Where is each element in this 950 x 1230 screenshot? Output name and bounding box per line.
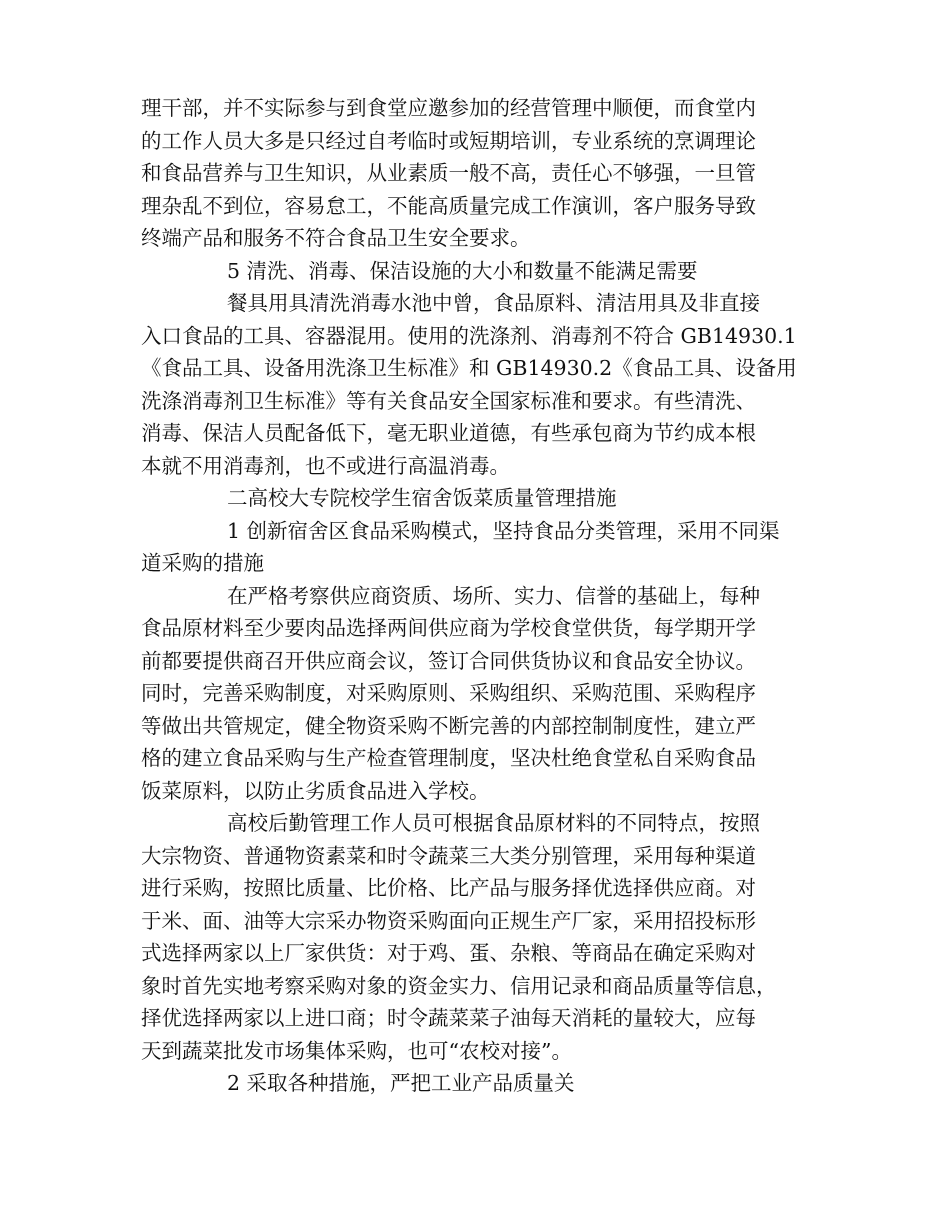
text-line: 天到蔬菜批发市场集体采购，也可“农校对接”。 [141,1038,572,1063]
body-text [141,92,813,1100]
text-line: 于米、面、油等大宗采办物资采购面向正规生产厂家，采用招投标形 [141,908,756,933]
text-line: 2 采取各种措施，严把工业产品质量关 [227,1071,575,1095]
text-line: 道采购的措施 [141,551,264,575]
text-line: 本就不用消毒剂，也不或进行高温消毒。 [141,453,510,478]
text-line: 5 清洗、消毒、保洁设施的大小和数量不能满足需要 [227,258,698,283]
text-line: 入口食品的工具、容器混用。使用的洗涤剂、消毒剂不符合 GB14930.1 [141,323,797,348]
text-line: 终端产品和服务不符合食品卫生安全要求。 [141,226,531,250]
text-line: 洗涤消毒剂卫生标准》等有关食品安全国家标准和要求。有些清洗、 [141,388,756,413]
text-line: 饭菜原料，以防止劣质食品进入学校。 [141,778,490,803]
text-line: 格的建立食品采购与生产检查管理制度，坚决杜绝食堂私自采购食品 [141,746,756,770]
text-line: 进行采购，按照比质量、比价格、比产品与服务择优选择供应商。对 [141,876,756,900]
text-line: 大宗物资、普通物资素菜和时令蔬菜三大类分别管理，采用每种渠道 [141,843,756,868]
text-line: 择优选择两家以上进口商；时令蔬菜菜子油每天消耗的量较大，应每 [141,1006,756,1030]
text-line: 和食品营养与卫生知识，从业素质一般不高，责任心不够强，一旦管 [141,161,756,185]
text-line: 食品原材料至少要肉品选择两间供应商为学校食堂供货，每学期开学 [141,616,756,640]
text-line: 餐具用具清洗消毒水池中曾，食品原料、清洁用具及非直接 [227,291,760,315]
text-line: 理杂乱不到位，容易怠工，不能高质量完成工作演训，客户服务导致 [141,193,756,218]
text-line: 《食品工具、设备用洗涤卫生标准》和 GB14930.2《食品工具、设备用 [141,356,797,380]
text-line: 同时，完善采购制度，对采购原则、采购组织、采购范围、采购程序 [141,681,756,705]
text-line: 1 创新宿舍区食品采购模式，坚持食品分类管理，采用不同渠 [227,518,780,543]
text-line: 消毒、保洁人员配备低下，毫无职业道德，有些承包商为节约成本根 [141,421,756,445]
text-line: 等做出共管规定，健全物资采购不断完善的内部控制制度性，建立严 [141,713,756,738]
text-line: 象时首先实地考察采购对象的资金实力、信用记录和商品质量等信息， [141,973,777,998]
text-line: 二高校大专院校学生宿舍饭菜质量管理措施 [227,486,617,510]
text-line: 式选择两家以上厂家供货：对于鸡、蛋、杂粮、等商品在确定采购对 [141,941,756,965]
text-line: 高校后勤管理工作人员可根据食品原材料的不同特点，按照 [227,811,760,835]
text-line: 的工作人员大多是只经过自考临时或短期培训，专业系统的烹调理论 [141,128,756,153]
text-line: 在严格考察供应商资质、场所、实力、信誉的基础上，每种 [227,583,760,608]
text-line: 理干部，并不实际参与到食堂应邀参加的经营管理中顺便，而食堂内 [141,96,756,120]
text-line: 前都要提供商召开供应商会议，签订合同供货协议和食品安全协议。 [141,648,756,673]
